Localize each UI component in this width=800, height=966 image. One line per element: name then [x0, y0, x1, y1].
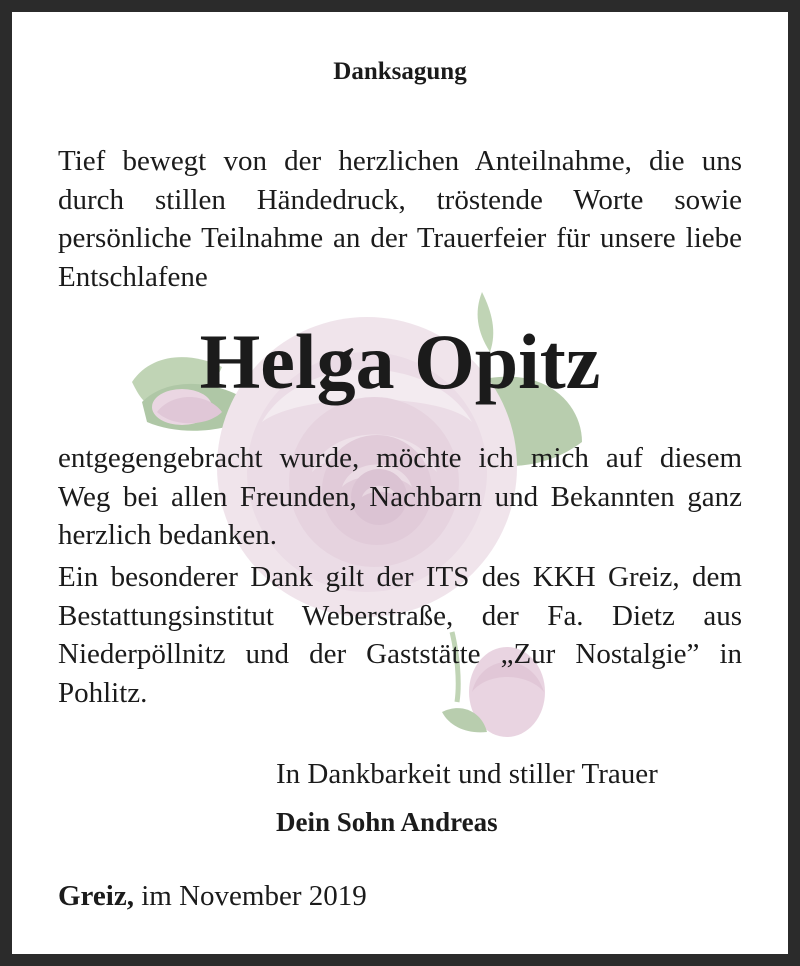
signature: Dein Sohn Andreas — [276, 807, 498, 837]
thanks-paragraph: entgegengebracht wurde, möchte ich mich auf diesem Weg bei allen Freunden, Nachbarn und Bekannten ganz herzlich bedanken. — [58, 442, 742, 551]
place-name: Greiz, — [58, 880, 134, 912]
deceased-name: Helga Opitz — [199, 318, 601, 405]
closing-line: In Dankbarkeit und stiller Trauer — [276, 758, 658, 790]
notice-heading: Danksagung — [333, 58, 467, 85]
intro-paragraph: Tief bewegt von der herzlichen Anteilnahme, die uns durch stillen Händedruck, tröstende Worte sowie persönliche Teilnahme an der Trauerfeier für unsere liebe Entschlafene — [58, 145, 742, 293]
place-date-line — [58, 878, 367, 914]
special-thanks-paragraph: Ein besonderer Dank gilt der ITS des KKH Greiz, dem Bestattungsinstitut Weberstraße, der Fa. Dietz aus Niederpöllnitz und der Gaststätte „Zur Nostalgie” in Pohlitz. — [58, 561, 742, 709]
date-text: im November 2019 — [133, 880, 367, 912]
